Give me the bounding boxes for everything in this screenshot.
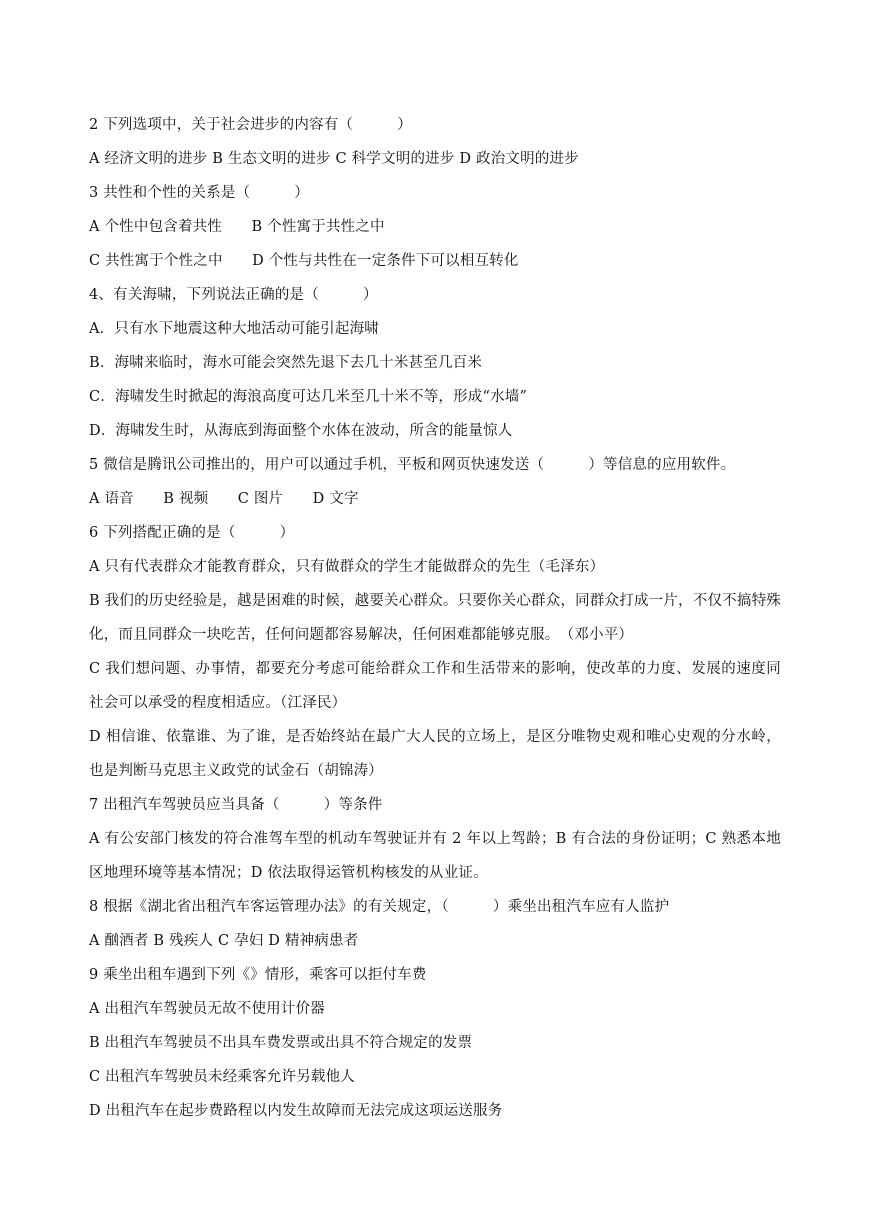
question-7-options: A 有公安部门核发的符合准驾车型的机动车驾驶证并有 2 年以上驾龄；B 有合法的身份证明；C 熟悉本地区地理环境等基本情况；D 依法取得运管机构核发的从业证。 bbox=[89, 831, 781, 881]
question-5-options: A 语音 B 视频 C 图片 D 文字 bbox=[89, 491, 359, 507]
question-9-option-c: C 出租汽车驾驶员未经乘客允许另载他人 bbox=[89, 1069, 356, 1085]
question-4-option-d: D．海啸发生时，从海底到海面整个水体在波动，所含的能量惊人 bbox=[89, 423, 513, 439]
question-4-option-b: B．海啸来临时，海水可能会突然先退下去几十米甚至几百米 bbox=[89, 355, 483, 371]
question-2-options: A 经济文明的进步 B 生态文明的进步 C 科学文明的进步 D 政治文明的进步 bbox=[89, 151, 579, 167]
question-9-stem: 9 乘坐出租车遇到下列《》情形，乘客可以拒付车费 bbox=[89, 967, 427, 983]
question-3-options-cd: C 共性寓于个性之中 D 个性与共性在一定条件下可以相互转化 bbox=[89, 253, 519, 269]
question-9-option-a: A 出租汽车驾驶员无故不使用计价器 bbox=[89, 1001, 325, 1017]
question-2-stem: 2 下列选项中，关于社会进步的内容有（ ） bbox=[89, 117, 412, 133]
question-6-option-b: B 我们的历史经验是，越是困难的时候，越要关心群众。只要你关心群众，同群众打成一片，不仅不搞特殊化，而且同群众一块吃苦，任何问题都容易解决，任何困难都能够克服。 （邓小平） bbox=[89, 593, 781, 643]
question-list bbox=[89, 108, 781, 1128]
question-4-option-a: A．只有水下地震这种大地活动可能引起海啸 bbox=[89, 321, 379, 337]
question-9-option-b: B 出租汽车驾驶员不出具车费发票或出具不符合规定的发票 bbox=[89, 1035, 473, 1051]
question-6-stem: 6 下列搭配正确的是（ ） bbox=[89, 525, 295, 541]
question-8-options: A 酗酒者 B 残疾人 C 孕妇 D 精神病患者 bbox=[89, 933, 359, 949]
question-6-option-a: A 只有代表群众才能教育群众，只有做群众的学生才能做群众的先生（毛泽东） bbox=[89, 559, 605, 575]
question-8-stem: 8 根据《湖北省出租汽车客运管理办法》的有关规定，（ ）乘坐出租汽车应有人监护 bbox=[89, 899, 670, 915]
question-3-stem: 3 共性和个性的关系是（ ） bbox=[89, 185, 310, 201]
question-3-options-ab: A 个性中包含着共性 B 个性寓于共性之中 bbox=[89, 219, 385, 235]
question-4-option-c: C．海啸发生时掀起的海浪高度可达几米至几十米不等，形成“水墙” bbox=[89, 389, 528, 405]
question-7-stem: 7 出租汽车驾驶员应当具备（ ）等条件 bbox=[89, 797, 383, 813]
question-5-stem: 5 微信是腾讯公司推出的，用户可以通过手机，平板和网页快速发送（ ）等信息的应用软件。 bbox=[89, 457, 736, 473]
question-6-option-c: C 我们想问题、办事情，都要充分考虑可能给群众工作和生活带来的影响，使改革的力度、发展的速度同社会可以承受的程度相适应。（江泽民） bbox=[89, 661, 781, 711]
question-9-option-d: D 出租汽车在起步费路程以内发生故障而无法完成这项运送服务 bbox=[89, 1103, 503, 1119]
question-4-stem: 4、有关海啸，下列说法正确的是（ ） bbox=[89, 287, 378, 303]
question-6-option-d: D 相信谁、依靠谁、为了谁，是否始终站在最广大人民的立场上，是区分唯物史观和唯心史观的分水岭，也是判断马克思主义政党的试金石（胡锦涛） bbox=[89, 729, 781, 779]
